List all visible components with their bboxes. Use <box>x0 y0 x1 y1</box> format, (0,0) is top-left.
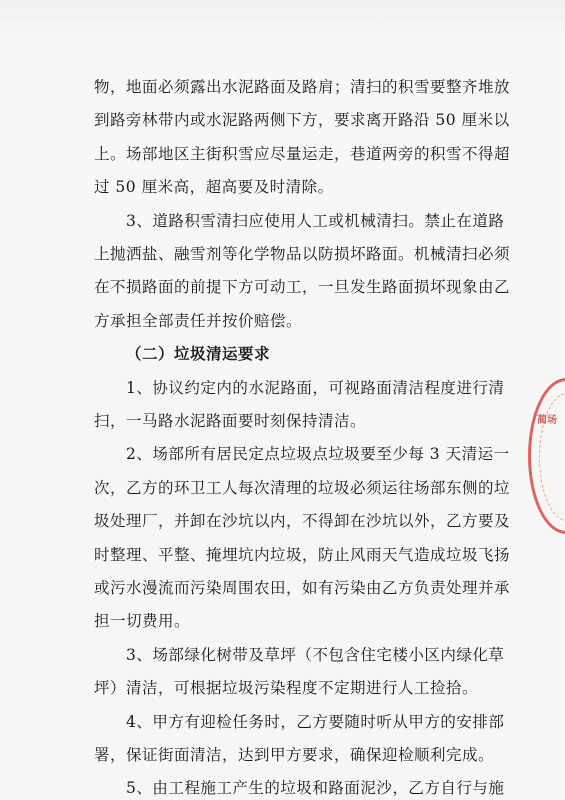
paragraph-line: 次，乙方的环卫工人每次清理的垃圾必须运往场部东侧的垃 <box>94 479 511 497</box>
section-heading: （二）垃圾清运要求 <box>126 344 271 363</box>
paragraph-line: 方承担全部责任并按价赔偿。 <box>94 312 303 330</box>
paragraph-line: 过 50 厘米高，超高要及时清除。 <box>94 178 334 196</box>
paragraph-line: 4、甲方有迎检任务时，乙方要随时听从甲方的安排部 <box>126 713 505 731</box>
paragraph-line: 圾处理厂，并卸在沙坑以内，不得卸在沙坑以外，乙方要及 <box>94 512 511 530</box>
paragraph-line: 3、场部绿化树带及草坪（不包含住宅楼小区内绿化草 <box>126 646 505 664</box>
paragraph-line: 扫，一马路水泥路面要时刻保持清洁。 <box>94 412 367 430</box>
paragraph-line: 上抛洒盐、融雪剂等化学物品以防损坏路面。机械清扫必须 <box>94 245 511 263</box>
paragraph-line: 5、由工程施工产生的垃圾和路面泥沙，乙方自行与施 <box>126 779 505 797</box>
paragraph-line: 物，地面必须露出水泥路面及路肩；清扫的积雪要整齐堆放 <box>94 78 511 96</box>
paragraph-line: 1、协议约定内的水泥路面，可视路面清洁程度进行清 <box>126 379 505 397</box>
paragraph-line: 在不损路面的前提下方可动工，一旦发生路面损坏现象由乙 <box>94 278 511 296</box>
paragraph-line: 或污水漫流而污染周围农田，如有污染由乙方负责处理并承 <box>94 579 511 597</box>
paragraph-line: 上。场部地区主街积雪应尽量运走，巷道两旁的积雪不得超 <box>94 145 511 163</box>
seal-inner-ring <box>539 393 565 521</box>
seal-text: 蔺场 <box>537 415 557 426</box>
paragraph-line: 2、场部所有居民定点垃圾点垃圾要至少每 3 天清运一 <box>126 445 510 463</box>
paragraph-line: 署，保证街面清洁，达到甲方要求，确保迎检顺利完成。 <box>94 746 495 764</box>
paragraph-line: 3、道路积雪清扫应使用人工或机械清扫。禁止在道路 <box>126 212 505 230</box>
paragraph-line: 担一切费用。 <box>94 612 191 630</box>
paragraph-line: 到路旁林带内或水泥路两侧下方，要求离开路沿 50 厘米以 <box>94 111 510 129</box>
paragraph-line: 坪）清洁，可根据垃圾污染程度不定期进行人工捡拾。 <box>94 679 479 697</box>
paragraph-line: 时整理、平整、掩埋坑内垃圾，防止风雨天气造成垃圾飞扬 <box>94 546 511 564</box>
